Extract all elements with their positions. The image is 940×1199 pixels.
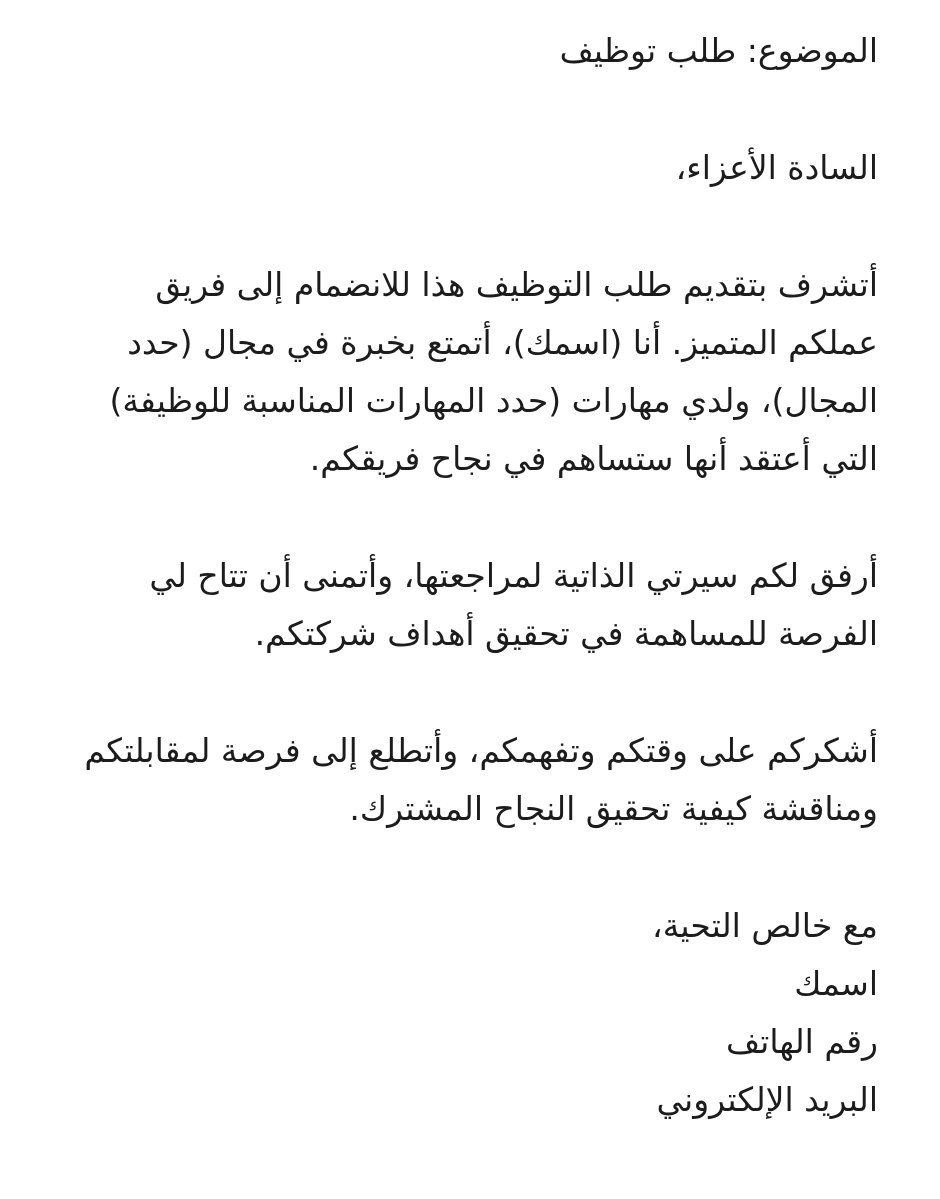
paragraph-line: أشكركم على وقتكم وتفهمكم، وأتطلع إلى فرصة لمقابلتكم xyxy=(84,731,878,770)
signature-block xyxy=(58,897,878,1129)
signature-phone: رقم الهاتف xyxy=(726,1022,878,1061)
paragraph-line: المجال)، ولدي مهارات (حدد المهارات المناسبة للوظيفة) xyxy=(109,381,878,420)
spacer xyxy=(58,197,878,256)
paragraph-thanks xyxy=(58,722,878,838)
greeting: السادة الأعزاء، xyxy=(675,148,878,187)
paragraph-line: أتشرف بتقديم طلب التوظيف هذا للانضمام إلى فريق xyxy=(155,265,878,304)
signature-name: اسمك xyxy=(794,964,878,1003)
spacer xyxy=(58,488,878,547)
spacer xyxy=(58,663,878,722)
closing-line: مع خالص التحية، xyxy=(652,906,878,945)
spacer xyxy=(58,80,878,139)
paragraph-line: الفرصة للمساهمة في تحقيق أهداف شركتكم. xyxy=(254,614,878,653)
letter-body xyxy=(58,22,878,1129)
paragraph-attachment xyxy=(58,547,878,663)
paragraph-intro xyxy=(58,256,878,488)
subject-line: الموضوع: طلب توظيف xyxy=(559,31,878,70)
paragraph-line: ومناقشة كيفية تحقيق النجاح المشترك. xyxy=(349,789,878,828)
paragraph-line: عملكم المتميز. أنا (اسمك)، أتمتع بخبرة في مجال (حدد xyxy=(127,323,878,362)
signature-email: البريد الإلكتروني xyxy=(656,1080,878,1119)
paragraph-line: أرفق لكم سيرتي الذاتية لمراجعتها، وأتمنى أن تتاح لي xyxy=(149,556,878,595)
spacer xyxy=(58,838,878,897)
paragraph-line: التي أعتقد أنها ستساهم في نجاح فريقكم. xyxy=(309,439,878,478)
